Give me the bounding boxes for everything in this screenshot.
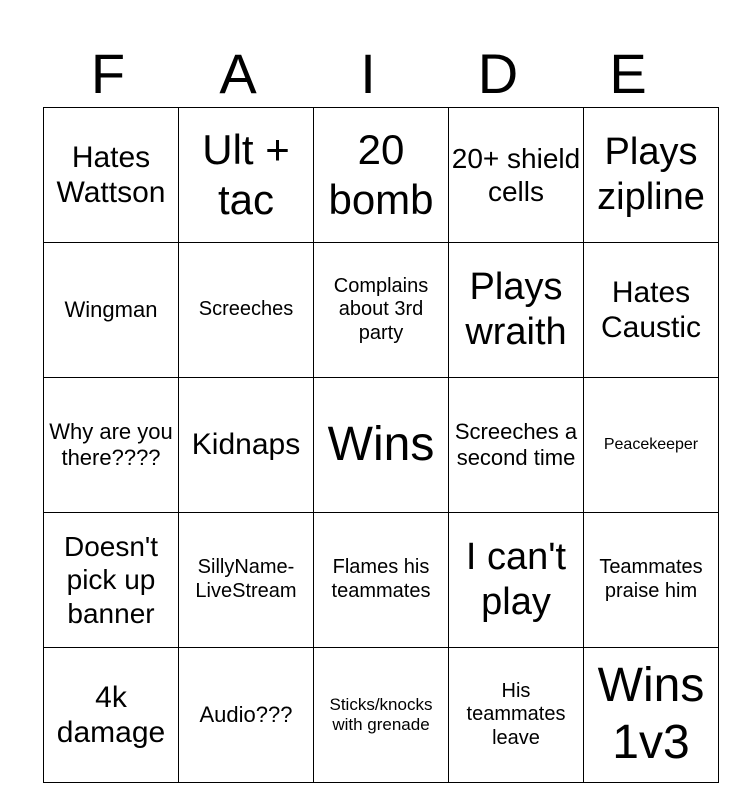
bingo-cell[interactable]: Kidnaps (179, 378, 314, 513)
bingo-header (43, 40, 693, 108)
bingo-cell[interactable]: Peacekeeper (584, 378, 719, 513)
header-letter-e: E (609, 42, 647, 105)
header-letter-d: D (477, 42, 519, 105)
board-row-4 (44, 513, 719, 648)
bingo-cell[interactable]: Doesn't pick up banner (44, 513, 179, 648)
bingo-cell[interactable]: Sticks/knocks with grenade (314, 648, 449, 783)
bingo-cell[interactable]: Teammates praise him (584, 513, 719, 648)
bingo-cell[interactable]: Audio??? (179, 648, 314, 783)
bingo-cell[interactable]: I can't play (449, 513, 584, 648)
bingo-cell[interactable]: Why are you there???? (44, 378, 179, 513)
bingo-cell[interactable]: SillyName-LiveStream (179, 513, 314, 648)
bingo-cell[interactable]: Wingman (44, 243, 179, 378)
board-row-2 (44, 243, 719, 378)
bingo-cell[interactable]: Screeches (179, 243, 314, 378)
board-row-5 (44, 648, 719, 783)
bingo-board (43, 107, 719, 783)
bingo-cell[interactable]: His teammates leave (449, 648, 584, 783)
bingo-cell[interactable]: 20+ shield cells (449, 108, 584, 243)
bingo-cell[interactable]: Wins 1v3 (584, 648, 719, 783)
bingo-cell[interactable]: Hates Wattson (44, 108, 179, 243)
bingo-cell[interactable]: Screeches a second time (449, 378, 584, 513)
bingo-cell[interactable]: Ult + tac (179, 108, 314, 243)
header-letter-a: A (219, 42, 257, 105)
bingo-cell[interactable]: 4k damage (44, 648, 179, 783)
header-letter-f: F (90, 42, 126, 105)
board-row-1 (44, 108, 719, 243)
bingo-cell[interactable]: Flames his teammates (314, 513, 449, 648)
header-letter-i: I (360, 42, 376, 105)
bingo-cell[interactable]: Wins (314, 378, 449, 513)
bingo-cell[interactable]: 20 bomb (314, 108, 449, 243)
bingo-cell[interactable]: Complains about 3rd party (314, 243, 449, 378)
board-row-3 (44, 378, 719, 513)
bingo-cell[interactable]: Hates Caustic (584, 243, 719, 378)
bingo-cell[interactable]: Plays zipline (584, 108, 719, 243)
bingo-cell[interactable]: Plays wraith (449, 243, 584, 378)
